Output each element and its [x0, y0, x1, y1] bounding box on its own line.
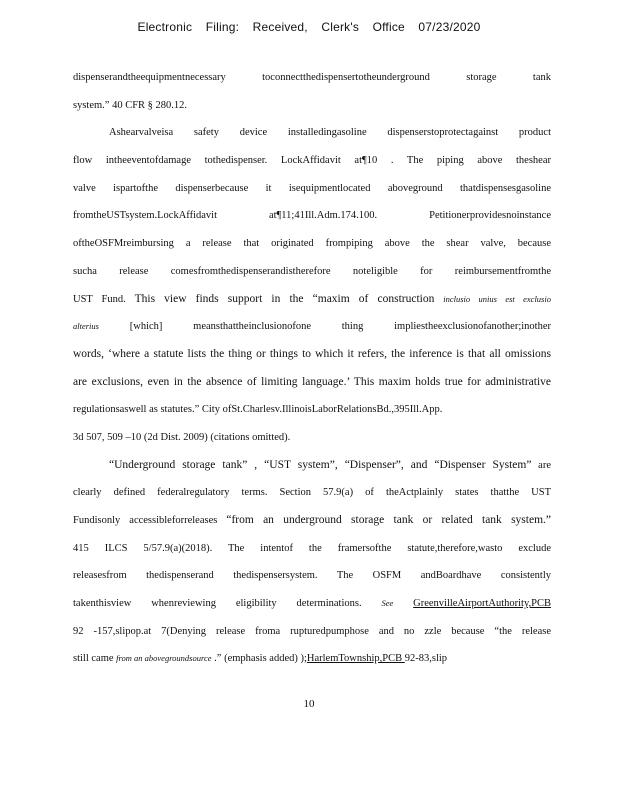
text-line [73, 645, 551, 673]
text-span: valve ispartofthe dispenserbecause it isequipmentlocated aboveground thatdispensesgasoline [73, 182, 551, 194]
text-line [73, 286, 551, 314]
text-span: [which] meansthattheinclusionofone thing impliestheexclusionofanother;inother [98, 321, 551, 333]
citation-link: HarlemTownship,PCB [306, 653, 405, 665]
text-span: clearly defined federalregulatory terms. Section 57.9(a) of theActplainly states thatthe UST [73, 487, 551, 499]
text-line [73, 535, 551, 563]
text-span: “Underground storage tank” , “UST system”, “Dispenser”, and “Dispenser System” [109, 458, 532, 471]
text-span: flow intheeventofdamage tothedispenser. LockAffidavit at¶10 . The piping above theshear [73, 155, 551, 167]
text-line [73, 147, 551, 175]
text-span: UST Fund. [73, 293, 135, 305]
text-span: from an abovegroundsource [116, 653, 212, 664]
text-line [73, 452, 551, 480]
filing-header: Electronic Filing: Received, Clerk's Office 07/23/2020 [137, 20, 481, 34]
text-line [73, 590, 551, 618]
text-span: oftheOSFMreimbursing a release that originated frompiping above the shear valve, because [73, 238, 551, 250]
text-span: alterius [73, 321, 99, 332]
text-span: 3d 507, 509 –10 (2d Dist. 2009) (citations omitted). [73, 431, 291, 443]
text-span: are [531, 459, 551, 471]
text-span: takenthisview whenreviewing eligibility determinations. [73, 598, 382, 610]
text-line [73, 479, 551, 507]
text-span: “from an underground storage tank or related tank system.” [226, 514, 551, 526]
text-line [73, 369, 551, 397]
text-line [73, 562, 551, 590]
text-line [73, 618, 551, 646]
text-span [393, 598, 413, 609]
text-span: See [381, 598, 394, 609]
text-span: Fundisonly accessibleforreleases [73, 515, 227, 526]
text-span: fromtheUSTsystem.LockAffidavit at¶11;41Ill.Adm.174.100. Petitionerprovidesnoinstance [73, 210, 551, 222]
text-line [73, 258, 551, 286]
text-line [73, 507, 551, 535]
text-span: words, ‘where a statute lists the thing or things to which it refers, the inference is that all omissions [73, 347, 551, 360]
text-span: 92 -157,slipop.at 7(Denying release froma rupturedpumphose and no zzle because “the release [73, 625, 551, 637]
text-span: 92-83,slip [404, 653, 448, 665]
text-span: dispenserandtheequipmentnecessary toconnectthedispensertotheunderground storage tank [73, 72, 551, 83]
text-span: Ashearvalveisa safety device installedingasoline dispenserstoprotectagainst product [109, 127, 551, 139]
text-span: inclusio unius est exclusio [443, 293, 551, 304]
text-line [73, 119, 551, 147]
text-line [73, 175, 551, 203]
text-line [73, 424, 551, 452]
text-span: system.” 40 CFR § 280.12. [73, 99, 188, 111]
text-span: releasesfrom thedispenserand thedispensersystem. The OSFM andBoardhave consistently [73, 570, 551, 582]
text-span: .” (emphasis added) ); [211, 653, 307, 665]
text-line [73, 92, 551, 120]
text-span: sucha release comesfromthedispenserandistherefore noteligible for reimbursementfromthe [73, 265, 551, 277]
text-line [73, 313, 551, 341]
text-line [73, 64, 551, 92]
text-span [434, 294, 443, 305]
text-span: 415 ILCS 5/57.9(a)(2018). The intentof the framersofthe statute,therefore,wasto exclude [73, 542, 551, 554]
text-span: regulationsaswell as statutes.” City ofSt.Charlesv.IllinoisLaborRelationsBd.,395Ill.App. [73, 404, 443, 416]
text-span: This view finds support in the “maxim of construction [134, 292, 435, 305]
document-body [73, 64, 551, 673]
text-line [73, 396, 551, 424]
text-span: still came [73, 653, 117, 665]
text-line [73, 230, 551, 258]
text-line [73, 341, 551, 369]
text-span: are exclusions, even in the absence of limiting language.’ This maxim holds true for administrative [73, 375, 551, 388]
page-number: 10 [303, 698, 315, 710]
text-line [73, 202, 551, 230]
citation-link: GreenvilleAirportAuthority,PCB [413, 598, 551, 610]
